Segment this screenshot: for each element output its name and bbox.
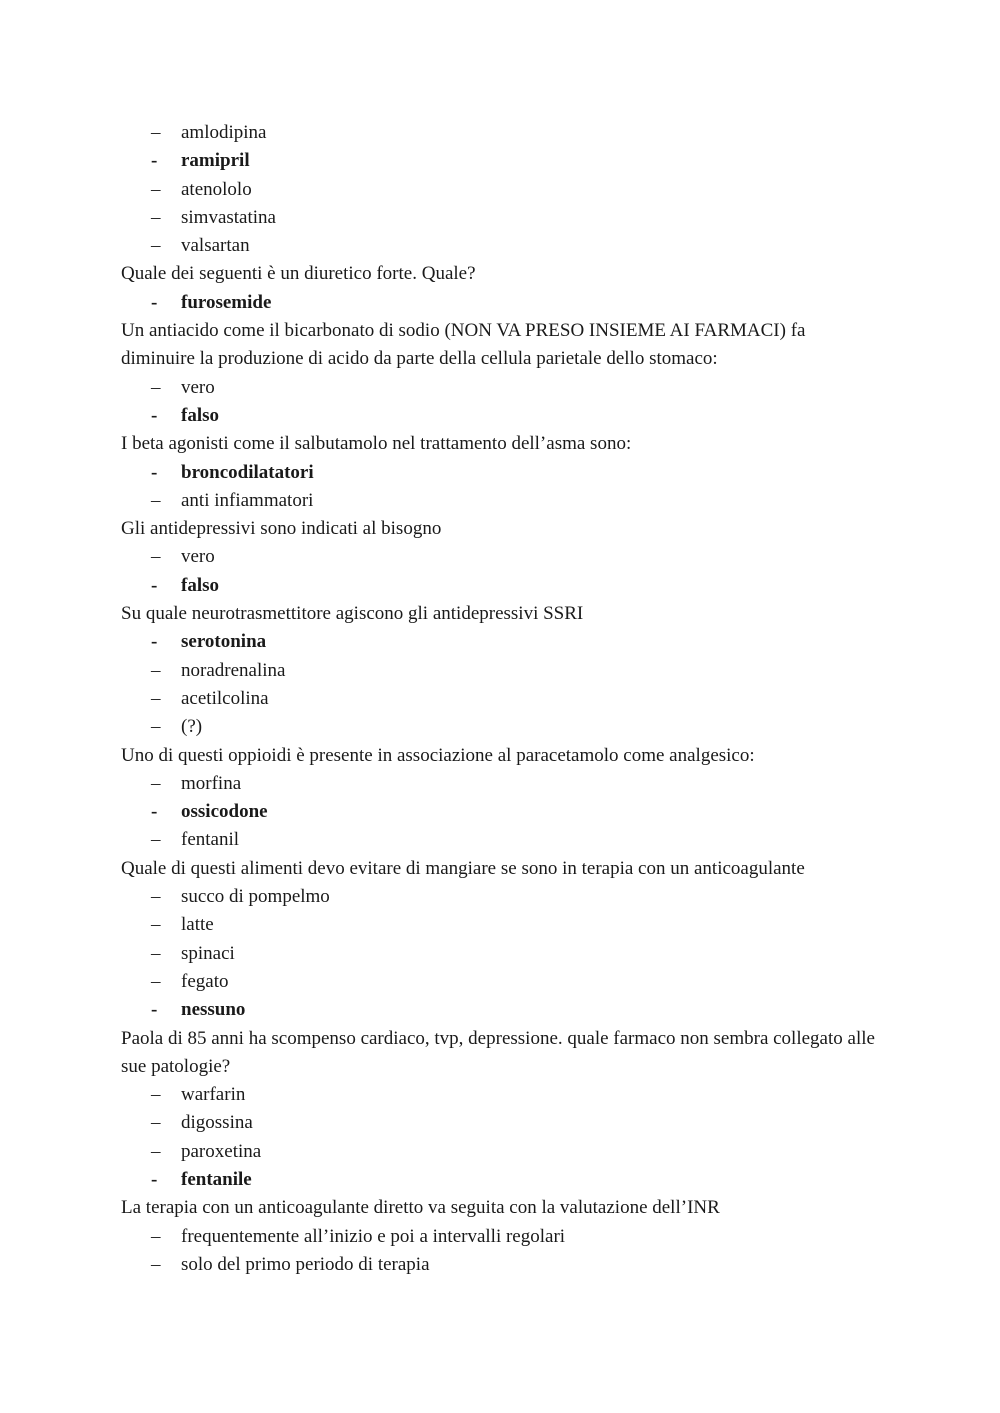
- answer-text: frequentemente all’inizio e poi a intervalli regolari: [181, 1225, 566, 1247]
- bullet-dash: –: [151, 546, 161, 568]
- answer-option: [121, 968, 881, 996]
- bullet-dash: -: [151, 999, 158, 1021]
- question-text: Quale di questi alimenti devo evitare di mangiare se sono in terapia con un anticoagulante: [121, 857, 805, 879]
- answer-option: [121, 1251, 881, 1279]
- bullet-dash: -: [151, 150, 158, 172]
- bullet-dash: -: [151, 574, 158, 596]
- question-block: [121, 430, 881, 515]
- bullet-dash: -: [151, 461, 158, 483]
- answer-text: warfarin: [181, 1084, 246, 1106]
- answer-option: [121, 1109, 881, 1137]
- answer-text: ramipril: [181, 150, 250, 172]
- answer-text: vero: [181, 376, 215, 398]
- correct-answer-option: [121, 628, 881, 656]
- bullet-dash: –: [151, 235, 161, 257]
- answer-list: [121, 459, 881, 516]
- answer-text: fegato: [181, 970, 229, 992]
- correct-answer-option: [121, 572, 881, 600]
- question-text: Su quale neurotrasmettitore agiscono gli antidepressivi SSRI: [121, 603, 584, 625]
- question-block: [121, 742, 881, 855]
- answer-text: (?): [181, 716, 203, 738]
- bullet-dash: –: [151, 122, 161, 143]
- bullet-dash: –: [151, 376, 161, 398]
- correct-answer-option: [121, 798, 881, 826]
- answer-list: [121, 374, 881, 431]
- bullet-dash: -: [151, 631, 158, 653]
- answer-text: fentanil: [181, 829, 240, 851]
- bullet-dash: –: [151, 489, 161, 511]
- question-text: I beta agonisti come il salbutamolo nel trattamento dell’asma sono:: [121, 433, 632, 455]
- bullet-dash: –: [151, 772, 161, 794]
- answer-list: [121, 770, 881, 855]
- bullet-dash: –: [151, 1253, 161, 1275]
- answer-option: [121, 685, 881, 713]
- bullet-dash: -: [151, 801, 158, 823]
- bullet-dash: –: [151, 970, 161, 992]
- bullet-dash: –: [151, 914, 161, 936]
- question-block: [121, 119, 881, 260]
- question-text: Paola di 85 anni ha scompenso cardiaco, tvp, depressione. quale farmaco non sembra collegato alle sue patologie?: [121, 1027, 875, 1077]
- answer-text: vero: [181, 546, 215, 568]
- question-text: La terapia con un anticoagulante diretto va seguita con la valutazione dell’INR: [121, 1197, 720, 1219]
- answer-option: [121, 883, 881, 911]
- question-text: Gli antidepressivi sono indicati al bisogno: [121, 518, 442, 540]
- answer-text: falso: [181, 404, 219, 426]
- answer-text: valsartan: [181, 235, 250, 257]
- bullet-dash: –: [151, 1084, 161, 1106]
- bullet-dash: –: [151, 942, 161, 964]
- answer-list: [121, 1081, 881, 1194]
- correct-answer-option: [121, 289, 881, 317]
- answer-text: acetilcolina: [181, 687, 269, 709]
- answer-option: [121, 1223, 881, 1251]
- bullet-dash: –: [151, 886, 161, 908]
- question-block: [121, 855, 881, 1025]
- answer-text: falso: [181, 574, 219, 596]
- answer-option: [121, 487, 881, 515]
- answer-list: [121, 543, 881, 600]
- answer-option: [121, 657, 881, 685]
- answer-option: [121, 374, 881, 402]
- question-text: Un antiacido come il bicarbonato di sodio (NON VA PRESO INSIEME AI FARMACI) fa diminuire la produzione di acido da parte della cellula parietale dello stomaco:: [121, 320, 806, 370]
- answer-option: [121, 119, 881, 147]
- bullet-dash: –: [151, 829, 161, 851]
- bullet-dash: –: [151, 716, 161, 738]
- answer-text: spinaci: [181, 942, 235, 964]
- answer-option: [121, 204, 881, 232]
- question-block: [121, 1025, 881, 1195]
- answer-text: ossicodone: [181, 801, 268, 823]
- answer-option: [121, 232, 881, 260]
- bullet-dash: –: [151, 1140, 161, 1162]
- answer-text: paroxetina: [181, 1140, 262, 1162]
- answer-option: [121, 713, 881, 741]
- question-block: [121, 600, 881, 741]
- correct-answer-option: [121, 147, 881, 175]
- bullet-dash: -: [151, 291, 158, 313]
- answer-text: broncodilatatori: [181, 461, 314, 483]
- bullet-dash: –: [151, 687, 161, 709]
- question-text: Uno di questi oppioidi è presente in associazione al paracetamolo come analgesico:: [121, 744, 755, 766]
- answer-option: [121, 543, 881, 571]
- question-block: [121, 317, 881, 430]
- question-block: [121, 260, 881, 317]
- answer-option: [121, 940, 881, 968]
- correct-answer-option: [121, 402, 881, 430]
- bullet-dash: -: [151, 1168, 158, 1190]
- answer-text: latte: [181, 914, 214, 936]
- answer-list: [121, 289, 881, 317]
- bullet-dash: –: [151, 178, 161, 200]
- answer-text: digossina: [181, 1112, 253, 1134]
- answer-text: serotonina: [181, 631, 267, 653]
- answer-text: morfina: [181, 772, 242, 794]
- answer-text: nessuno: [181, 999, 246, 1021]
- answer-text: furosemide: [181, 291, 272, 313]
- answer-option: [121, 911, 881, 939]
- bullet-dash: –: [151, 1112, 161, 1134]
- question-block: [121, 515, 881, 600]
- bullet-dash: –: [151, 659, 161, 681]
- answer-text: succo di pompelmo: [181, 886, 330, 908]
- answer-text: solo del primo periodo di terapia: [181, 1253, 430, 1275]
- answer-option: [121, 1081, 881, 1109]
- answer-list: [121, 883, 881, 1024]
- answer-option: [121, 176, 881, 204]
- answer-text: amlodipina: [181, 122, 267, 143]
- document-page: [121, 119, 881, 1279]
- answer-list: [121, 119, 881, 260]
- answer-list: [121, 628, 881, 741]
- answer-option: [121, 770, 881, 798]
- answer-text: anti infiammatori: [181, 489, 314, 511]
- bullet-dash: –: [151, 1225, 161, 1247]
- correct-answer-option: [121, 1166, 881, 1194]
- answer-text: noradrenalina: [181, 659, 286, 681]
- correct-answer-option: [121, 459, 881, 487]
- answer-list: [121, 1223, 881, 1280]
- bullet-dash: –: [151, 206, 161, 228]
- bullet-dash: -: [151, 404, 158, 426]
- answer-option: [121, 1138, 881, 1166]
- answer-option: [121, 826, 881, 854]
- answer-text: simvastatina: [181, 206, 276, 228]
- answer-text: atenololo: [181, 178, 252, 200]
- question-block: [121, 1194, 881, 1279]
- question-text: Quale dei seguenti è un diuretico forte. Quale?: [121, 263, 476, 285]
- correct-answer-option: [121, 996, 881, 1024]
- answer-text: fentanile: [181, 1168, 252, 1190]
